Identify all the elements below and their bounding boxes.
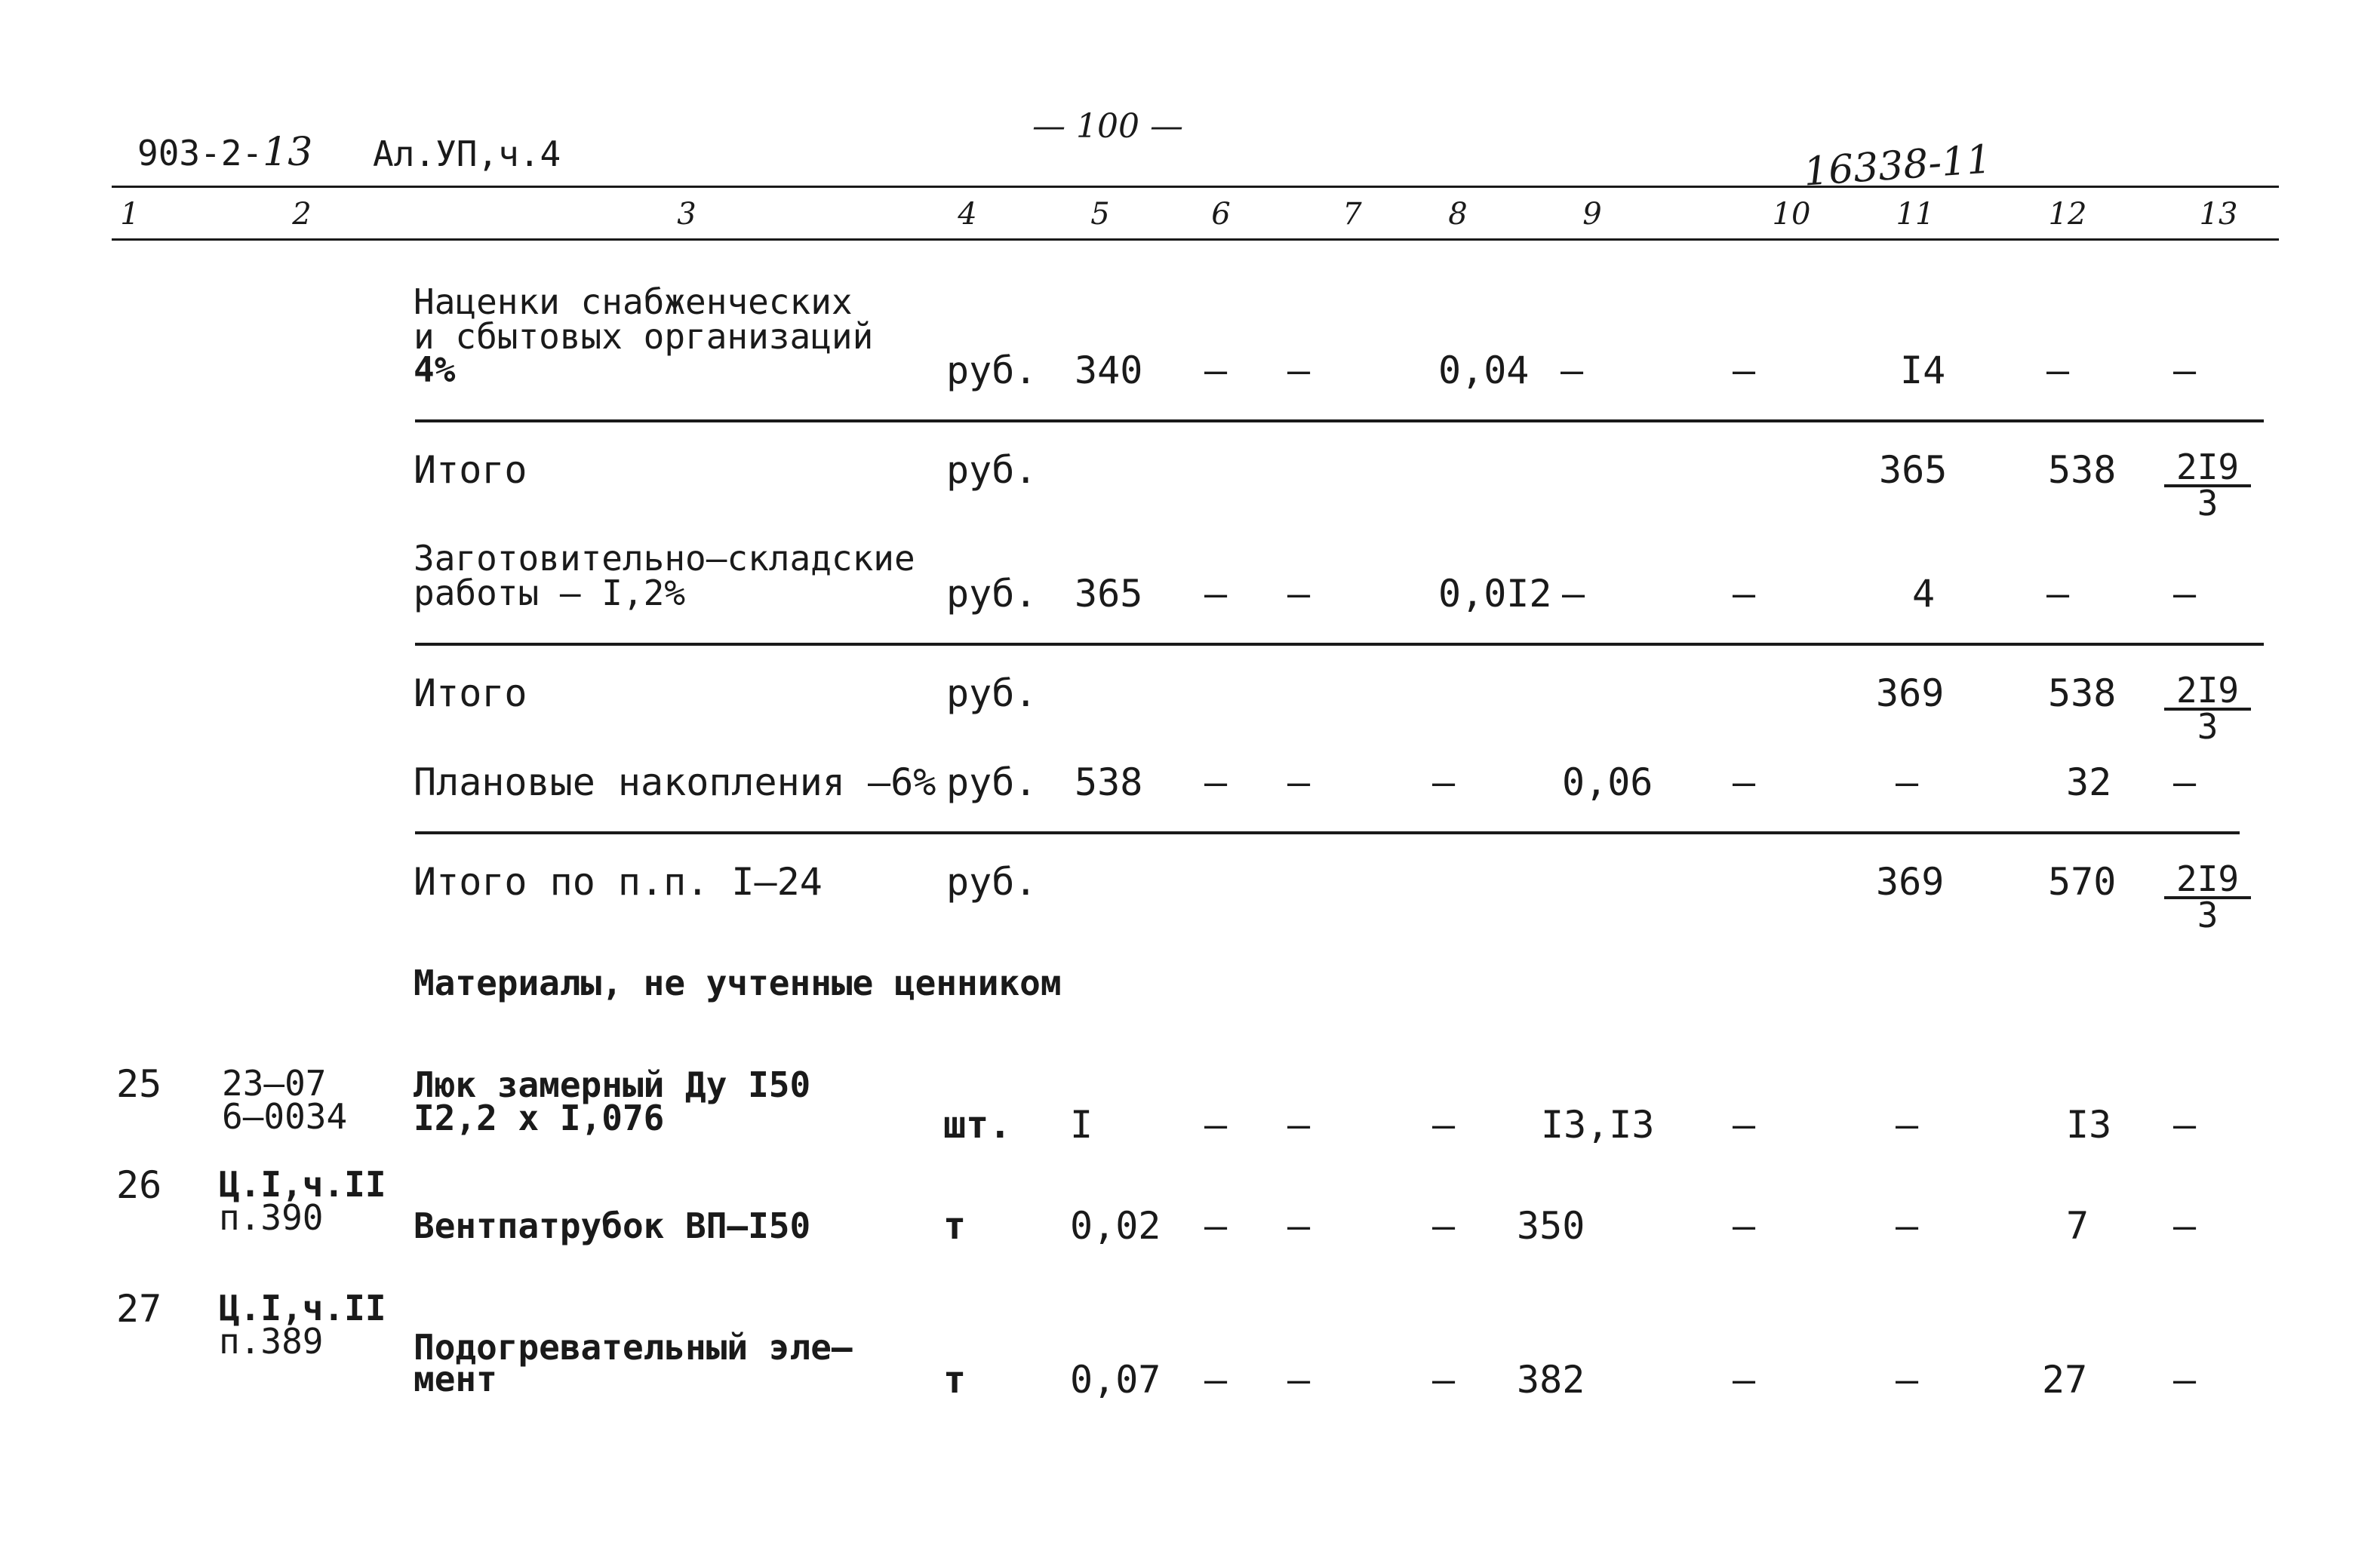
row-total2-col11: 369 — [1876, 671, 1945, 715]
item27-unit: т — [943, 1358, 967, 1402]
item25-col8: – — [1432, 1103, 1456, 1147]
row-total3-col12: 570 — [2048, 860, 2117, 904]
row-storage-col10: – — [1733, 572, 1756, 616]
item27-col13: – — [2173, 1358, 2197, 1402]
row-total1-col11: 365 — [1879, 448, 1948, 492]
row-planned-col10: – — [1733, 760, 1756, 804]
row-total1-col12: 538 — [2048, 448, 2117, 492]
album-label: Ал.УП,ч.4 — [373, 134, 561, 174]
row-markup-col9: – — [1561, 349, 1584, 392]
item26-name: Вентпатрубок ВП–I50 — [414, 1205, 811, 1246]
item27-col10: – — [1733, 1358, 1756, 1402]
item26-number: 26 — [116, 1163, 162, 1207]
row-storage-name-line2: работы – I,2% — [414, 573, 686, 613]
row-planned-col12: 32 — [2066, 760, 2112, 804]
page-number: — 100 — — [1032, 107, 1183, 146]
row-total2-col12: 538 — [2048, 671, 2117, 715]
item25-col11: – — [1896, 1103, 1919, 1147]
column-header-4: 4 — [958, 197, 977, 232]
row-markup-name-line2: и сбытовых организаций — [414, 316, 874, 357]
row-markup-col13: – — [2173, 349, 2197, 392]
item27-name-line2: мент — [414, 1359, 497, 1399]
item27-ref-line2: п.389 — [219, 1321, 324, 1362]
row-total3-col11: 369 — [1876, 860, 1945, 904]
item25-col10: – — [1733, 1103, 1756, 1147]
item25-col6: – — [1204, 1103, 1228, 1147]
item25-ref-line1: 23–07 — [222, 1063, 327, 1104]
item25-unit: шт. — [943, 1103, 1012, 1147]
row-storage-col8: 0,0I2 — [1438, 572, 1552, 616]
item25-number: 25 — [116, 1062, 162, 1106]
row-planned-col13: – — [2173, 760, 2197, 804]
row-markup-col6: – — [1204, 349, 1228, 392]
row-planned-unit: руб. — [946, 760, 1038, 804]
row-markup-col5: 340 — [1075, 349, 1143, 392]
row-total1-col13-denominator: 3 — [2197, 483, 2219, 524]
column-header-13: 13 — [2199, 197, 2238, 232]
item25-name-line2: I2,2 х I,076 — [414, 1098, 665, 1138]
item27-ref-line1: Ц.I,ч.II — [219, 1288, 386, 1328]
item27-number: 27 — [116, 1287, 162, 1331]
row-storage-col6: – — [1204, 572, 1228, 616]
item26-ref-line2: п.390 — [219, 1197, 324, 1238]
inventory-number: 16338-11 — [1802, 137, 1993, 195]
column-header-11: 11 — [1896, 197, 1935, 232]
item26-col11: – — [1896, 1204, 1919, 1248]
subtotal-rule-3 — [415, 831, 2240, 834]
column-header-1: 1 — [120, 197, 140, 232]
item26-col9: 350 — [1517, 1204, 1585, 1248]
row-total3-unit: руб. — [946, 860, 1038, 904]
item26-unit: т — [943, 1204, 967, 1248]
column-header-9: 9 — [1582, 197, 1602, 232]
row-planned-name: Плановые накопления –6% — [414, 760, 936, 804]
item27-name-line1: Подогревательный эле– — [414, 1327, 853, 1368]
item26-col13: – — [2173, 1204, 2197, 1248]
row-planned-col9: 0,06 — [1562, 760, 1653, 804]
row-storage-col13: – — [2173, 572, 2197, 616]
row-storage-col11: 4 — [1912, 572, 1936, 616]
item25-col12: I3 — [2066, 1103, 2112, 1147]
column-header-2: 2 — [292, 197, 312, 232]
row-total1-name: Итого — [414, 448, 527, 492]
row-markup-name-line3: 4% — [414, 349, 456, 390]
item25-col5: I — [1070, 1103, 1093, 1147]
item27-col5: 0,07 — [1070, 1358, 1161, 1402]
item25-col13: – — [2173, 1103, 2197, 1147]
column-header-8: 8 — [1448, 197, 1468, 232]
row-markup-col10: – — [1733, 349, 1756, 392]
column-header-5: 5 — [1090, 197, 1110, 232]
subtotal-rule-1 — [415, 419, 2264, 422]
row-planned-col6: – — [1204, 760, 1228, 804]
header-top-rule — [112, 186, 2279, 188]
item25-ref-line2: 6–0034 — [222, 1096, 348, 1137]
row-markup-col11: I4 — [1900, 349, 1946, 392]
project-code-handwritten: 13 — [263, 130, 313, 175]
row-markup-name-line1: Наценки снабженческих — [414, 281, 853, 322]
row-storage-col9: – — [1562, 572, 1585, 616]
row-markup-col7: – — [1287, 349, 1311, 392]
row-total1-unit: руб. — [946, 448, 1038, 492]
section-heading: Материалы, не учтенные ценником — [414, 963, 1062, 1003]
row-total3-name: Итого по п.п. I–24 — [414, 860, 823, 904]
item25-col7: – — [1287, 1103, 1311, 1147]
row-storage-unit: руб. — [946, 572, 1038, 616]
column-header-12: 12 — [2048, 197, 2087, 232]
row-total3-col13-denominator: 3 — [2197, 895, 2219, 935]
item27-col11: – — [1896, 1358, 1919, 1402]
row-storage-name-line1: Заготовительно–складские — [414, 538, 915, 579]
row-storage-col7: – — [1287, 572, 1311, 616]
subtotal-rule-2 — [415, 643, 2264, 646]
column-header-7: 7 — [1342, 197, 1362, 232]
item26-col6: – — [1204, 1204, 1228, 1248]
column-header-3: 3 — [677, 197, 696, 232]
item26-col7: – — [1287, 1204, 1311, 1248]
row-markup-unit: руб. — [946, 349, 1038, 392]
header-bottom-rule — [112, 238, 2279, 241]
item27-col7: – — [1287, 1358, 1311, 1402]
row-total2-unit: руб. — [946, 671, 1038, 715]
item26-col5: 0,02 — [1070, 1204, 1161, 1248]
row-total2-col13-fraction — [2164, 670, 2251, 747]
item25-name-line1: Люк замерный Ду I50 — [414, 1064, 811, 1105]
row-total2-col13-denominator: 3 — [2197, 706, 2219, 747]
item26-col12: 7 — [2066, 1204, 2089, 1248]
row-total3-col13-fraction — [2164, 858, 2251, 935]
project-code — [137, 130, 313, 175]
row-markup-col12: – — [2046, 349, 2070, 392]
item26-col8: – — [1432, 1204, 1456, 1248]
column-header-10: 10 — [1772, 197, 1811, 232]
column-header-6: 6 — [1211, 197, 1231, 232]
item27-col6: – — [1204, 1358, 1228, 1402]
row-storage-col5: 365 — [1075, 572, 1143, 616]
row-planned-col11: – — [1896, 760, 1919, 804]
row-total3-col13-numerator: 2I9 — [2164, 863, 2251, 899]
row-planned-col5: 538 — [1075, 760, 1143, 804]
row-planned-col7: – — [1287, 760, 1311, 804]
item27-col9: 382 — [1517, 1358, 1585, 1402]
project-code-prefix: 903-2- — [137, 133, 263, 174]
row-storage-col12: – — [2046, 572, 2070, 616]
row-total2-col13-numerator: 2I9 — [2164, 674, 2251, 711]
row-total2-name: Итого — [414, 671, 527, 715]
row-markup-col8: 0,04 — [1438, 349, 1530, 392]
item27-col8: – — [1432, 1358, 1456, 1402]
item26-ref-line1: Ц.I,ч.II — [219, 1164, 386, 1205]
row-total1-col13-numerator: 2I9 — [2164, 451, 2251, 487]
row-total1-col13-fraction — [2164, 447, 2251, 524]
item26-col10: – — [1733, 1204, 1756, 1248]
row-planned-col8: – — [1432, 760, 1456, 804]
item27-col12: 27 — [2042, 1358, 2088, 1402]
item25-col9: I3,I3 — [1541, 1103, 1655, 1147]
